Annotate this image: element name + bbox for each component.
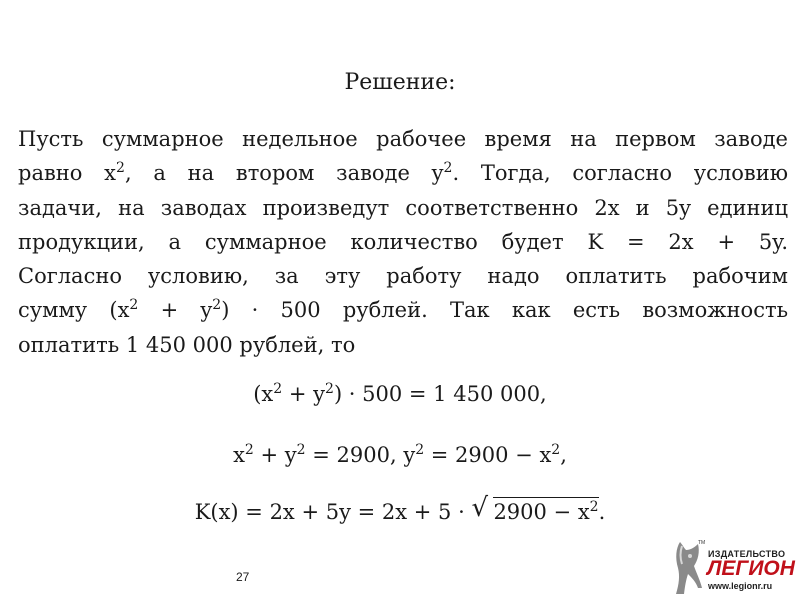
publisher-url: www.legionr.ru [708,581,773,591]
equation-total-payment: $(x^2 + y^2) \cdot 500 = 1$ 450 000, [253,381,547,406]
page-number: 27 [236,570,250,584]
equation-sum-of-squares: $x^2 + y^2 = 2900$, $y^2 = 2900 - x^2$, [233,442,567,467]
paragraph-line: сумму $(x^2 + y^2) \cdot 500$ рублей. Так как есть возможность [18,297,789,323]
publisher-caption: ИЗДАТЕЛЬСТВО [708,549,786,559]
solution-paragraph [18,122,788,362]
square-root: √ $2900 - x^2$ [471,493,599,524]
paragraph-line: продукции, а суммарное количество будет K = 2x + 5y. [18,229,788,254]
equation-k-function: K(x) = 2x + 5y = 2x + 5 · √ $2900 - x^2$. [194,493,606,524]
paragraph-line: Согласно условию, за эту работу надо оплатить рабочим [18,264,788,289]
publisher-logo [672,538,796,596]
horse-mask-icon [672,538,706,596]
paragraph-line: Пусть суммарное недельное рабочее время на первом заводе [18,127,788,151]
solution-heading: Решение: [344,70,456,95]
paragraph-line: задачи, на заводах произведут соответственно 2x и 5y единиц [18,195,788,220]
paragraph-line: оплатить 1 450 000 рублей, то [18,332,356,357]
trademark-label: TM [698,540,706,546]
paragraph-line: равно $x^2$, а на втором заводе $y^2$. Тогда, согласно условию [18,160,788,186]
publisher-name: ЛЕГИОН [707,557,795,580]
